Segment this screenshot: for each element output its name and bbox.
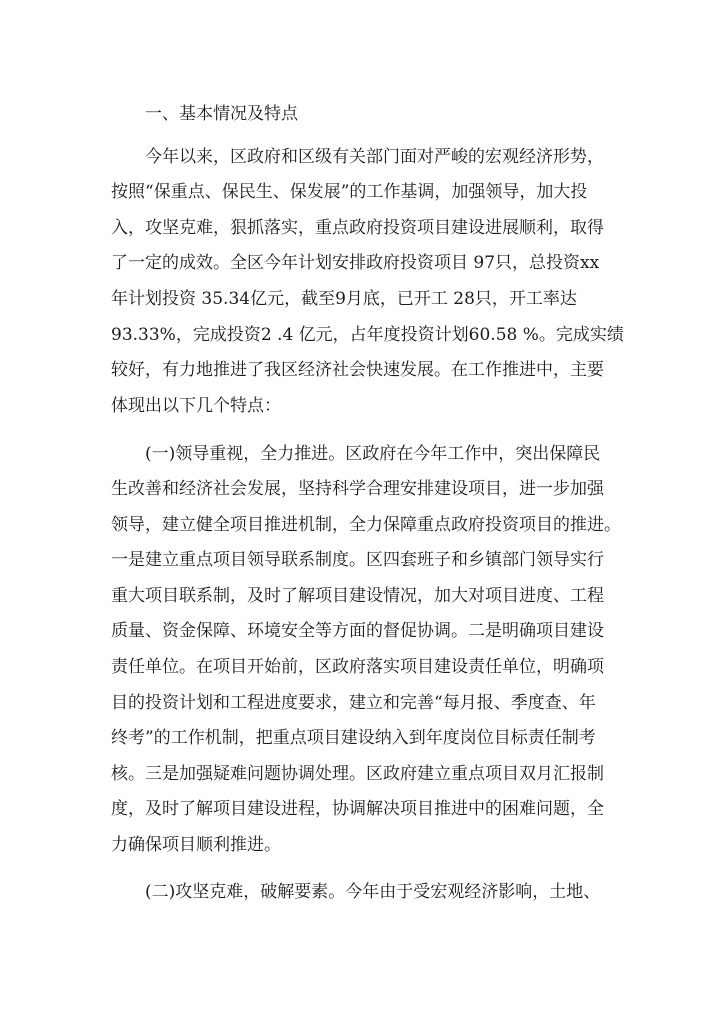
- text-line: 93.33%，完成投资2 .4 亿元，占年度投资计划60.58 %。完成实绩: [111, 325, 624, 345]
- text-line: 按照“保重点、保民生、保发展”的工作基调，加强领导，加大投: [111, 182, 588, 202]
- text-line: 体现出以下几个特点：: [111, 396, 281, 416]
- text-line: 今年以来，区政府和区级有关部门面对严峻的宏观经济形势，: [145, 147, 604, 167]
- text-line: 力确保项目顺利推进。: [111, 835, 281, 855]
- text-line: 质量、资金保障、环境安全等方面的督促协调。二是明确项目建设: [111, 621, 604, 641]
- text-line: 年计划投资 35.34亿元，截至9月底，已开工 28只，开工率达: [111, 289, 577, 309]
- section-heading: 一、基本情况及特点: [145, 104, 298, 124]
- text-line: 目的投资计划和工程进度要求，建立和完善“每月报、季度查、年: [111, 693, 596, 713]
- text-line: (二)攻坚克难，破解要素。今年由于受宏观经济影响，土地、: [145, 882, 601, 902]
- text-line: 终考”的工作机制，把重点项目建设纳入到年度岗位目标责任制考: [111, 728, 596, 748]
- text-line: 较好，有力地推进了我区经济社会快速发展。在工作推进中，主要: [111, 360, 604, 380]
- text-line: 领导，建立健全项目推进机制，全力保障重点政府投资项目的推进。: [111, 515, 621, 535]
- text-line: 责任单位。在项目开始前，区政府落实项目建设责任单位，明确项: [111, 657, 604, 677]
- text-line: 核。三是加强疑难问题协调处理。区政府建立重点项目双月汇报制: [111, 764, 604, 784]
- text-line: 度，及时了解项目建设进程，协调解决项目推进中的困难问题，全: [111, 799, 604, 819]
- text-line: 一是建立重点项目领导联系制度。区四套班子和乡镇部门领导实行: [111, 550, 604, 570]
- text-line: 生改善和经济社会发展，坚持科学合理安排建设项目，进一步加强: [111, 479, 604, 499]
- text-line: 重大项目联系制，及时了解项目建设情况，加大对项目进度、工程: [111, 586, 604, 606]
- text-line: 入，攻坚克难，狠抓落实，重点政府投资项目建设进展顺利，取得: [111, 218, 604, 238]
- text-line: 了一定的成效。全区今年计划安排政府投资项目 97只，总投资xx: [111, 253, 600, 273]
- text-line: (一)领导重视，全力推进。区政府在今年工作中，突出保障民: [145, 444, 601, 464]
